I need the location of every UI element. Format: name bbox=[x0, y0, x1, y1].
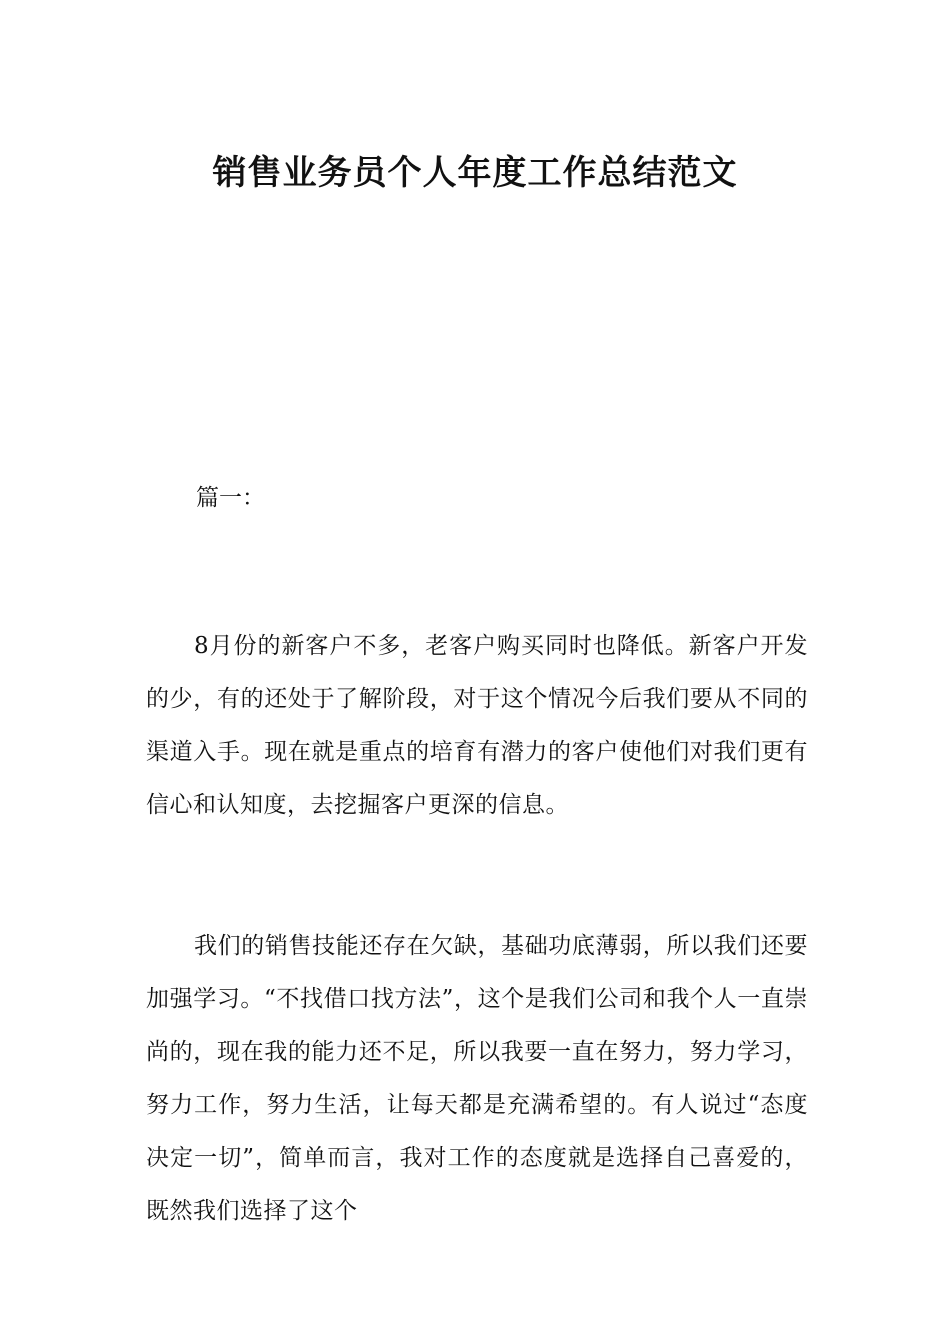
document-title: 销售业务员个人年度工作总结范文 bbox=[212, 152, 738, 193]
paragraph-1: 8月份的新客户不多，老客户购买同时也降低。新客户开发的少，有的还处于了解阶段，对于这个情况今后我们要从不同的渠道入手。现在就是重点的培育有潜力的客户使他们对我们更有信心和认知度，去挖掘客户更深的信息。 bbox=[146, 633, 808, 818]
paragraph-2: 我们的销售技能还存在欠缺，基础功底薄弱，所以我们还要加强学习。“不找借口找方法”，这个是我们公司和我个人一直崇尚的，现在我的能力还不足，所以我要一直在努力，努力学习，努力工作，努力生活，让每天都是充满希望的。有人说过“态度决定一切”，简单而言，我对工作的态度就是选择自己喜爱的，既然我们选择了这个 bbox=[146, 933, 808, 1224]
section-label: 篇一： bbox=[196, 485, 265, 511]
